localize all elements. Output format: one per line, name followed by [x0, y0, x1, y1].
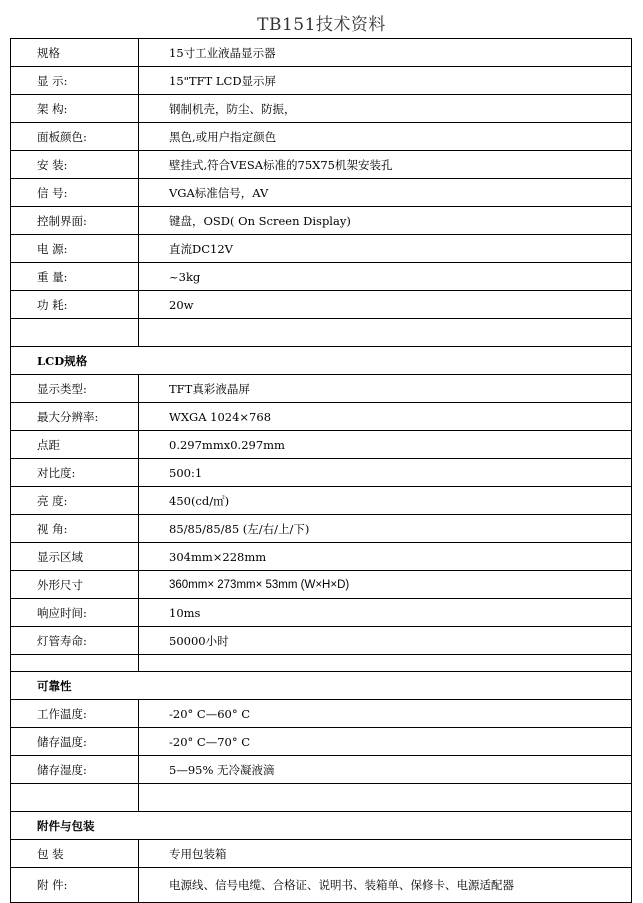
spec-value: 直流DC12V	[139, 235, 632, 263]
table-row	[11, 291, 632, 319]
spec-value: WXGA 1024×768	[139, 403, 632, 431]
empty-cell	[11, 655, 139, 672]
table-row	[11, 700, 632, 728]
spec-key: 电 源:	[11, 235, 139, 263]
spec-value: 5—95% 无冷凝液滴	[139, 756, 632, 784]
table-row	[11, 403, 632, 431]
table-row	[11, 756, 632, 784]
table-row	[11, 431, 632, 459]
spec-value: 15寸工业液晶显示器	[139, 39, 632, 67]
spec-value: 黑色,或用户指定颜色	[139, 123, 632, 151]
spec-key: 显示区域	[11, 543, 139, 571]
spec-value: 0.297mmx0.297mm	[139, 431, 632, 459]
spec-key: 信 号:	[11, 179, 139, 207]
spec-key: 显示类型:	[11, 375, 139, 403]
table-row	[11, 571, 632, 599]
spec-key: 控制界面:	[11, 207, 139, 235]
spec-key: 重 量:	[11, 263, 139, 291]
spec-key: 亮 度:	[11, 487, 139, 515]
table-row	[11, 123, 632, 151]
spec-key: 规格	[11, 39, 139, 67]
spec-value: 450(cd/㎡)	[139, 487, 632, 515]
spec-value: 360mm× 273mm× 53mm (W×H×D)	[139, 571, 632, 599]
empty-cell	[139, 655, 632, 672]
table-row	[11, 840, 632, 868]
spec-value: 50000小时	[139, 627, 632, 655]
spec-key: 响应时间:	[11, 599, 139, 627]
spec-key: 对比度:	[11, 459, 139, 487]
table-row	[11, 515, 632, 543]
spec-value: 15"TFT LCD显示屏	[139, 67, 632, 95]
spec-key: 最大分辨率:	[11, 403, 139, 431]
spec-key: 灯管寿命:	[11, 627, 139, 655]
spec-value: -20° C—60° C	[139, 700, 632, 728]
section-title-accessories: 附件与包装	[11, 812, 632, 840]
section-header	[11, 812, 632, 840]
table-row	[11, 67, 632, 95]
table-row	[11, 543, 632, 571]
spec-key: 点距	[11, 431, 139, 459]
table-row	[11, 487, 632, 515]
spec-key: 架 构:	[11, 95, 139, 123]
spec-key: 包 装	[11, 840, 139, 868]
empty-cell	[11, 319, 139, 347]
spec-value: 键盘，OSD( On Screen Display)	[139, 207, 632, 235]
table-row	[11, 627, 632, 655]
section-header	[11, 672, 632, 700]
blank-row	[11, 784, 632, 812]
document-title: TB151技术资料	[257, 15, 386, 35]
table-row	[11, 599, 632, 627]
section-title-lcd: LCD规格	[11, 347, 632, 375]
spec-key: 附 件:	[11, 868, 139, 903]
table-row	[11, 179, 632, 207]
table-row	[11, 728, 632, 756]
spec-value: 专用包装箱	[139, 840, 632, 868]
table-row	[11, 375, 632, 403]
spec-key: 面板颜色:	[11, 123, 139, 151]
spec-value: 电源线、信号电缆、合格证、说明书、装箱单、保修卡、电源适配器	[139, 868, 632, 903]
empty-cell	[139, 784, 632, 812]
table-row	[11, 868, 632, 903]
empty-cell	[11, 784, 139, 812]
spec-key: 视 角:	[11, 515, 139, 543]
spec-value: 钢制机壳，防尘、防振，	[139, 95, 632, 123]
table-row	[11, 151, 632, 179]
table-row	[11, 39, 632, 67]
spec-value: ~3kg	[139, 263, 632, 291]
blank-row	[11, 655, 632, 672]
table-row	[11, 263, 632, 291]
table-row	[11, 207, 632, 235]
spec-key: 储存温度:	[11, 728, 139, 756]
empty-cell	[139, 319, 632, 347]
spec-key: 显 示:	[11, 67, 139, 95]
spec-key: 外形尺寸	[11, 571, 139, 599]
spec-key: 储存湿度:	[11, 756, 139, 784]
spec-value: 10ms	[139, 599, 632, 627]
spec-value: -20° C—70° C	[139, 728, 632, 756]
spec-key: 工作温度:	[11, 700, 139, 728]
spec-key: 功 耗:	[11, 291, 139, 319]
spec-value: 304mm×228mm	[139, 543, 632, 571]
spec-value: 500:1	[139, 459, 632, 487]
spec-table	[10, 38, 632, 903]
section-title-reliability: 可靠性	[11, 672, 632, 700]
table-row	[11, 235, 632, 263]
spec-value: 壁挂式,符合VESA标准的75X75机架安装孔	[139, 151, 632, 179]
spec-value: TFT真彩液晶屏	[139, 375, 632, 403]
table-row	[11, 319, 632, 347]
spec-value: VGA标准信号，AV	[139, 179, 632, 207]
spec-key: 安 装:	[11, 151, 139, 179]
table-row	[11, 95, 632, 123]
spec-value: 20w	[139, 291, 632, 319]
section-header	[11, 347, 632, 375]
table-row	[11, 459, 632, 487]
spec-value: 85/85/85/85 (左/右/上/下)	[139, 515, 632, 543]
